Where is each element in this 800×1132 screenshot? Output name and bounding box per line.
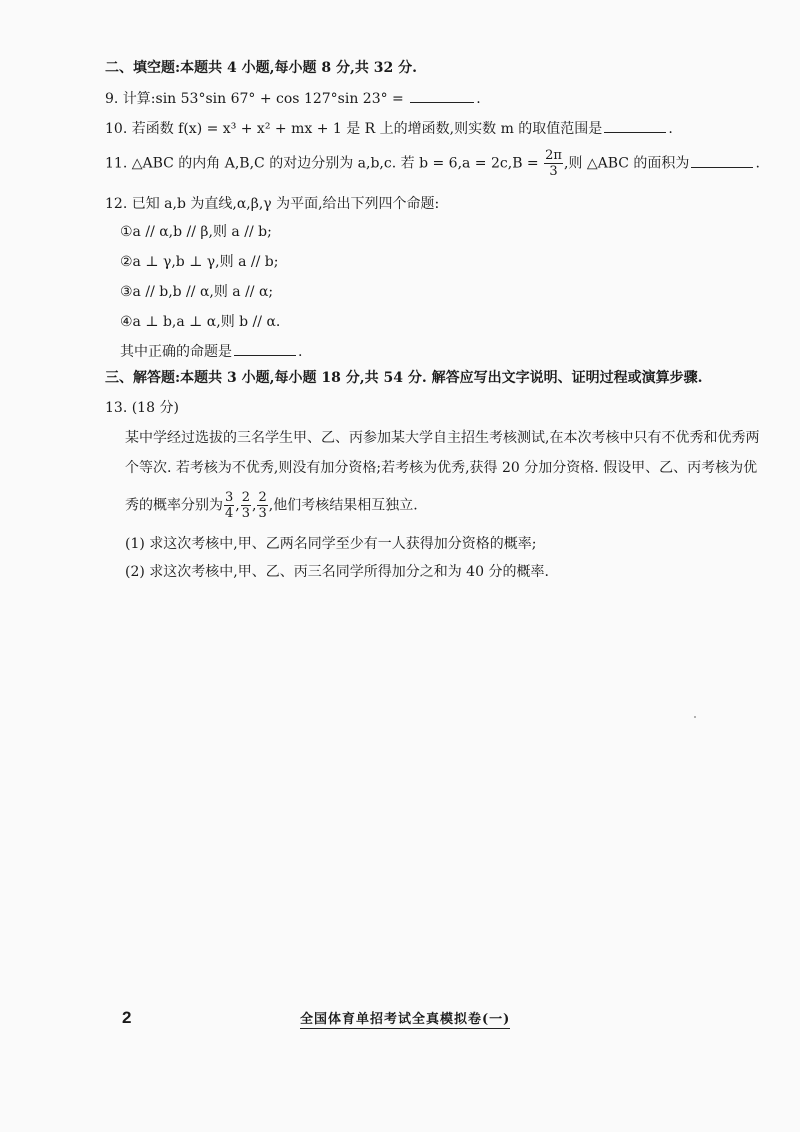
page-number: 2 xyxy=(122,1008,132,1027)
q9-text: 9. 计算:sin 53°sin 67° + cos 127°sin 23° = xyxy=(105,91,409,107)
q12-answer-blank[interactable] xyxy=(234,341,296,356)
q12-item-1: ①a // α,b // β,则 a // b; xyxy=(120,224,272,240)
section2-header: 二、填空题:本题共 4 小题,每小题 8 分,共 32 分. xyxy=(105,60,417,76)
q13-fraction-2: $\frac{2}{3}$ xyxy=(241,490,251,521)
question-11: 11. △ABC 的内角 A,B,C 的对边分别为 a,b,c. 若 b = 6,a = 2c,B = $\frac{2\pi}{3}$ ,则 △ABC 的面积为 . xyxy=(105,148,760,179)
q11-answer-blank[interactable] xyxy=(691,153,753,168)
scan-speck xyxy=(694,716,696,718)
question-12-stem: 12. 已知 a,b 为直线,α,β,γ 为平面,给出下列四个命题: xyxy=(105,196,440,212)
q12-item-3: ③a // b,b // α,则 a // α; xyxy=(120,284,274,300)
q13-para-line-1: 某中学经过选拔的三名学生甲、乙、丙参加某大学自主招生考核测试,在本次考核中只有不优秀和优秀两 xyxy=(125,430,760,446)
footer-title: 全国体育单招考试全真模拟卷(一) xyxy=(300,1008,510,1029)
q12-ask: 其中正确的命题是 . xyxy=(120,341,302,362)
q10-text: 10. 若函数 f(x) = x³ + x² + mx + 1 是 R 上的增函数,则实数 m 的取值范围是 xyxy=(105,121,603,137)
q13-sub-1: (1) 求这次考核中,甲、乙两名同学至少有一人获得加分资格的概率; xyxy=(125,536,537,552)
q13-label: 13. (18 分) xyxy=(105,400,179,416)
question-10: 10. 若函数 f(x) = x³ + x² + mx + 1 是 R 上的增函数,则实数 m 的取值范围是 . xyxy=(105,118,673,139)
q11-fraction: $\frac{2\pi}{3}$ xyxy=(545,148,562,179)
q12-item-4: ④a ⊥ b,a ⊥ α,则 b // α. xyxy=(120,314,281,330)
question-9: 9. 计算:sin 53°sin 67° + cos 127°sin 23° = . xyxy=(105,88,481,109)
q13-fraction-1: $\frac{3}{4}$ xyxy=(225,490,234,521)
q12-item-2: ②a ⊥ γ,b ⊥ γ,则 a // b; xyxy=(120,254,279,270)
q13-fraction-3: $\frac{2}{3}$ xyxy=(258,490,267,521)
q13-sub-2: (2) 求这次考核中,甲、乙、丙三名同学所得加分之和为 40 分的概率. xyxy=(125,564,549,580)
q11-text-before: 11. △ABC 的内角 A,B,C 的对边分别为 a,b,c. 若 b = 6,a = 2c,B = xyxy=(105,155,544,172)
q10-answer-blank[interactable] xyxy=(604,118,666,133)
q13-para-line-2: 个等次. 若考核为不优秀,则没有加分资格;若考核为优秀,获得 20 分加分资格. 假设甲、乙、丙考核为优 xyxy=(125,460,758,476)
q13-para-line-3: 秀的概率分别为 $\frac{3}{4}$ , $\frac{2}{3}$ , $\frac{2}{3}$ ,他们考核结果相互独立. xyxy=(125,490,418,521)
q9-answer-blank[interactable] xyxy=(410,88,474,103)
q11-text-after: ,则 △ABC 的面积为 xyxy=(563,155,690,172)
section3-header: 三、解答题:本题共 3 小题,每小题 18 分,共 54 分. 解答应写出文字说明、证明过程或演算步骤. xyxy=(105,370,703,386)
